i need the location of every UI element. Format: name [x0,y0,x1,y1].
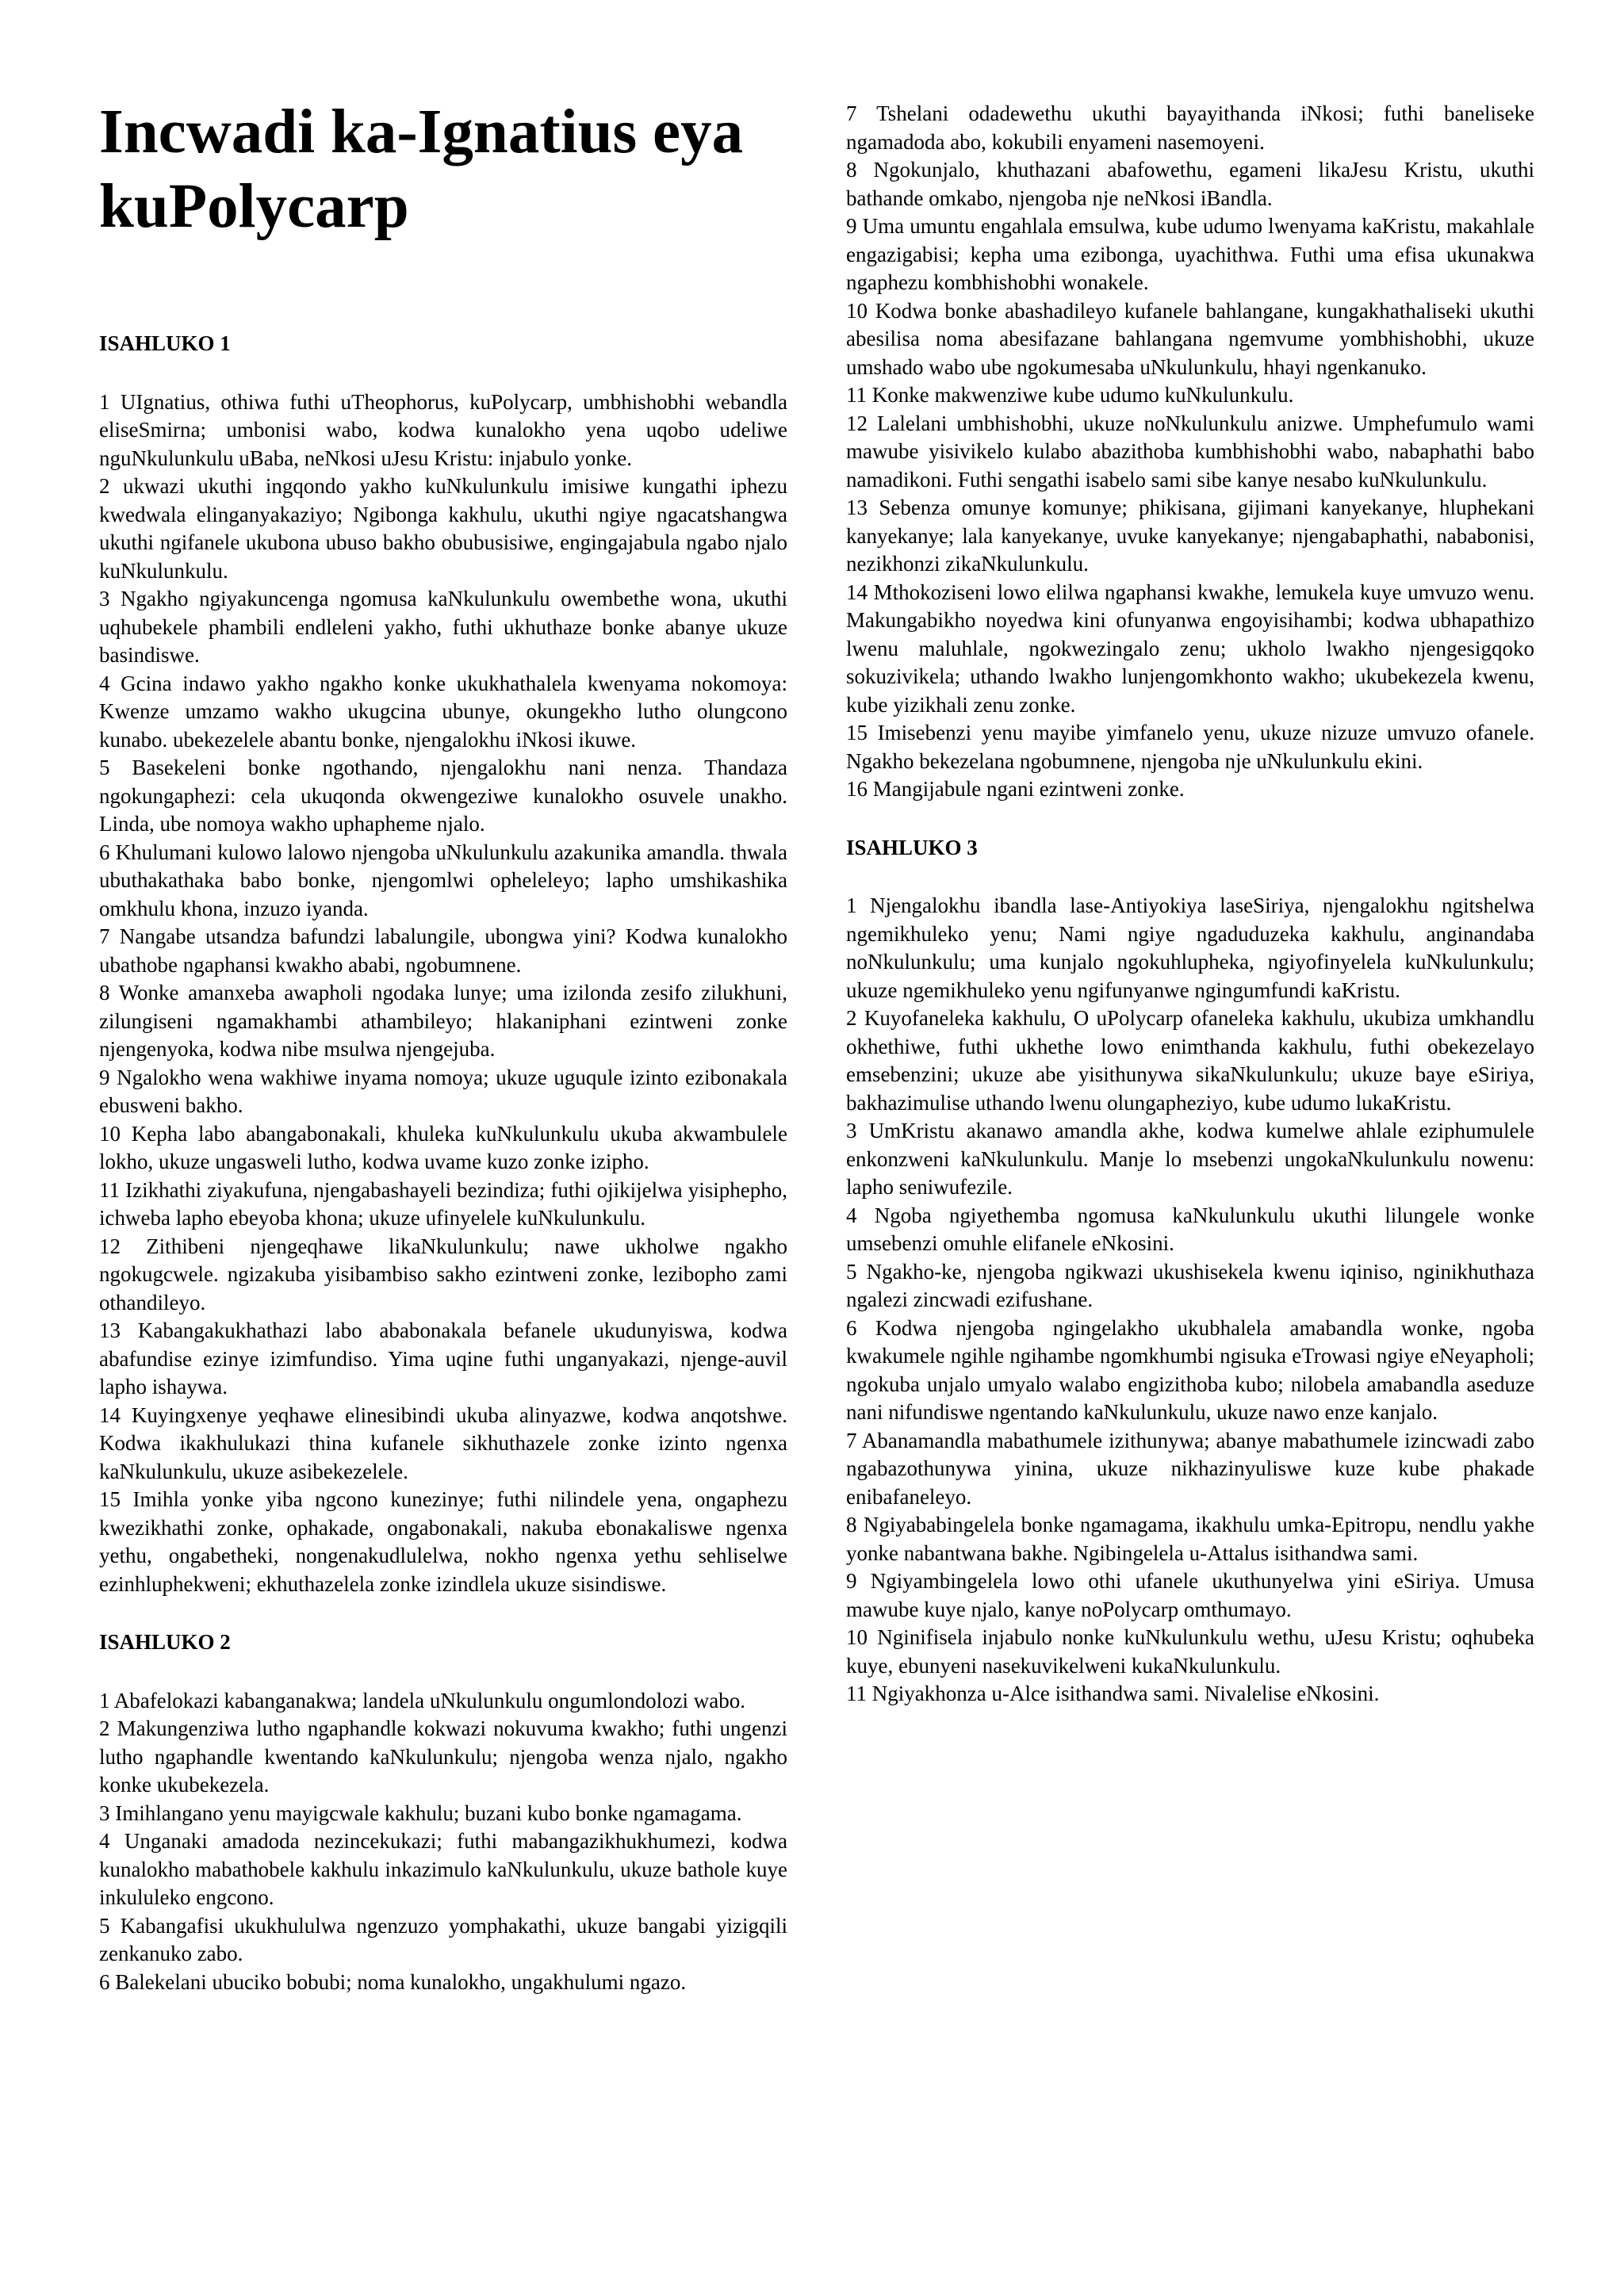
verse: 6 Kodwa njengoba ngingelakho ukubhalela amabandla wonke, ngoba kwakumele ngihle ngihambe ngomkhumbi ngisuka eTrowasi ngiye eNeyapholi; ngokuba unjalo umyalo walabo engizithoba kubo; nilobela amabandla aseduze nani nifundiswe ngentando kaNkulunkulu, ukuze nawo enze kanjalo. [846,1315,1534,1424]
chapter-heading: ISAHLUKO 1 [99,331,231,355]
verse: 12 Zithibeni njengeqhawe likaNkulunkulu; nawe ukholwe ngakho ngokugcwele. ngizakuba yisibambiso sakho ezintweni zonke, lezibopho zami othandileyo. [99,1234,787,1314]
verse: 9 Ngiyambingelela lowo othi ufanele ukuthunyelwa yini eSiriya. Umusa mawube kuye njalo, kanye noPolycarp omthumayo. [846,1569,1534,1621]
verse: 5 Kabangafisi ukukhululwa ngenzuzo yomphakathi, ukuze bangabi yizigqili zenkanuko zabo. [99,1913,787,1965]
verse: 13 Sebenza omunye komunye; phikisana, gijimani kanyekanye, hluphekani kanyekanye; lala kanyekanye, uvuke kanyekanye; njengabaphathi, nababonisi, nezikhonzi zikaNkulunkulu. [846,496,1534,576]
verse: 15 Imihla yonke yiba ngcono kunezinye; futhi nilindele yena, ongaphezu kwezikhathi zonke, ophakade, ongabonakali, nakuba ebonakaliswe ngenxa yethu, ongabetheki, nongenakudlulelwa, nokho ngenxa yethu sehliselwe ezinhluphekweni; ekhuthazelela zonke izindlela ukuze sisindiswe. [99,1487,787,1596]
verse: 10 Nginifisela injabulo nonke kuNkulunkulu wethu, uJesu Kristu; oqhubeka kuye, ebunyeni nasekuvikelweni kukaNkulunkulu. [846,1625,1534,1678]
chapter-3 [846,834,1534,1709]
verse: 8 Wonke amanxeba awapholi ngodaka lunye; uma izilonda zesifo zilukhuni, zilungiseni ngamakhambi athambileyo; hlakaniphani ezintweni zonke njengenyoka, kodwa nibe msulwa njengejuba. [99,981,787,1061]
verse: 4 Ngoba ngiyethemba ngomusa kaNkulunkulu ukuthi lilungele wonke umsebenzi omuhle elifanele eNkosini. [846,1203,1534,1255]
verse: 1 Njengalokhu ibandla lase-Antiyokiya laseSiriya, njengalokhu ngitshelwa ngemikhuleko yenu; Nami ngiye ngaduduzeka kakhulu, anginandaba noNkulunkulu; uma kunjalo ngokuhlupheka, ngiyofinyelela kuNkulunkulu; ukuze ngemikhuleko yenu ngifunyanwe ngingumfundi kaKristu. [846,894,1534,1002]
verse: 11 Izikhathi ziyakufuna, njengabashayeli bezindiza; futhi ojikijelwa yisiphepho, ichweba lapho ebeyoba khona; ukuze ufinyelele kuNkulunkulu. [99,1177,787,1230]
verse: 7 Abanamandla mabathumele izithunywa; abanye mabathumele izincwadi zabo ngabazothunywa yinina, ukuze nikhazinyuliswe kuze kube phakade enibafaneleyo. [846,1428,1534,1509]
section-gap [846,804,1534,834]
chapter-heading: ISAHLUKO 2 [99,1630,231,1654]
verse: 13 Kabangakukhathazi labo ababonakala befanele ukudunyiswa, kodwa abafundise ezinye izimfundiso. Yima uqine futhi unganyakazi, njenge-auvil lapho ishaywa. [99,1318,787,1399]
verse: 11 Konke makwenziwe kube udumo kuNkulunkulu. [846,383,1294,407]
verse: 9 Uma umuntu engahlala emsulwa, kube udumo lwenyama kaKristu, makahlale engazigabisi; kepha uma ezibonga, uyachithwa. Futhi uma efisa ukunakwa ngaphezu kombhishobhi wonakele. [846,214,1534,294]
verse: 3 UmKristu akanawo amandla akhe, kodwa kumelwe ahlale eziphumulele enkonzweni kaNkulunkulu. Manje lo msebenzi ungokaNkulunkulu nowenu: lapho seniwufezile. [846,1119,1534,1199]
verse: 5 Basekeleni bonke ngothando, njengalokhu nani nenza. Thandaza ngokungaphezi: cela ukuqonda okwengeziwe kunalokho osuvele unakho. Linda, ube nomoya wakho uphapheme njalo. [99,756,787,836]
verse: 10 Kepha labo abangabonakali, khuleka kuNkulunkulu ukuba akwambulele lokho, ukuze ungasweli lutho, kodwa uvame kuzo zonke izipho. [99,1121,787,1173]
verse: 4 Unganaki amadoda nezincekukazi; futhi mabangazikhukhumezi, kodwa kunalokho mabathobele kakhulu inkazimulo kaNkulunkulu, ukuze bathole kuye inkululeko engcono. [99,1829,787,1909]
chapter-heading: ISAHLUKO 3 [846,835,978,859]
document-title: Incwadi ka-Ignatius eya kuPolycarp [99,98,744,241]
verse: 7 Nangabe utsandza bafundzi labalungile, ubongwa yini? Kodwa kunalokho ubathobe ngaphansi kwakho ababi, ngobumnene. [99,924,787,977]
section-gap [99,1598,787,1628]
verse: 8 Ngokunjalo, khuthazani abafowethu, egameni likaJesu Kristu, ukuthi bathande omkabo, njengoba nje neNkosi iBandla. [846,158,1534,210]
verse: 3 Imihlangano yenu mayigcwale kakhulu; buzani kubo bonke ngamagama. [99,1800,742,1825]
verse: 5 Ngakho-ke, njengoba ngikwazi ukushisekela kwenu iqiniso, nginikhuthaza ngalezi zincwadi ezifushane. [846,1259,1534,1311]
verse: 14 Mthokoziseni lowo elilwa ngaphansi kwakhe, lemukela kuye umvuzo wenu. Makungabikho noyedwa kini ofunyanwa engoyisihambi; kodwa ubhapathizo lwenu maluhlale, ngokwezingalo zenu; ukholo lwakho njengesigqoko sokuzivikela; uthando lwakho lunjengomkhonto wakho; ukubekezela kwenu, kube yizikhali zenu zonke. [846,580,1534,717]
right-column [846,100,1534,1709]
verse: 2 Makungenziwa lutho ngaphandle kokwazi nokuvuma kwakho; futhi ungenzi lutho ngaphandle kwentando kaNkulunkulu; njengoba wenza njalo, ngakho konke ukubekezela. [99,1716,787,1797]
verse: 1 UIgnatius, othiwa futhi uTheophorus, kuPolycarp, umbhishobhi webandla eliseSmirna; umbonisi wabo, kodwa kunalokho yena uqobo udeliwe nguNkulunkulu uBaba, neNkosi uJesu Kristu: injabulo yonke. [99,389,787,470]
chapter-2 [99,1628,787,1996]
verse: 12 Lalelani umbhishobhi, ukuze noNkulunkulu anizwe. Umphefumulo wami mawube yisivikelo kulabo abazithoba kumbhishobhi wabo, nabaphathi babo namadikoni. Futhi sengathi isabelo sami sibe kanye nesabo kuNkulunkulu. [846,411,1534,492]
verse: 8 Ngiyababingelela bonke ngamagama, ikakhulu umka-Epitropu, nendlu yakhe yonke nabantwana bakhe. Ngibingelela u-Attalus isithandwa sami. [846,1513,1534,1565]
verse: 7 Tshelani odadewethu ukuthi bayayithanda iNkosi; futhi baneliseke ngamadoda abo, kokubili enyameni nasemoyeni. [846,101,1534,154]
verse: 2 ukwazi ukuthi ingqondo yakho kuNkulunkulu imisiwe kungathi iphezu kwedwala elinganyakaziyo; Ngibonga kakhulu, ukuthi ngiye ngacatshangwa ukuthi ngifanele ukubona ubuso bakho obubusisiwe, engingajabula ngabo njalo kuNkulunkulu. [99,474,787,583]
verse: 10 Kodwa bonke abashadileyo kufanele bahlangane, kungakhathaliseki ukuthi abesilisa noma abesifazane bahlangana ngemvume yombhishobhi, ukuze umshado wabo ube ngokumesaba uNkulunkulu, hhayi ngenkanuko. [846,298,1534,379]
verse: 15 Imisebenzi yenu mayibe yimfanelo yenu, ukuze nizuze umvuzo ofanele. Ngakho bekezelana ngobumnene, njengoba nje uNkulunkulu ekini. [846,721,1534,773]
verse: 6 Balekelani ubuciko bobubi; noma kunalokho, ungakhulumi ngazo. [99,1969,687,1994]
verse: 3 Ngakho ngiyakuncenga ngomusa kaNkulunkulu owembethe wona, ukuthi uqhubekele phambili endleleni yakho, futhi ukhuthaze bonke abanye ukuze basindiswe. [99,587,787,667]
verse: 2 Kuyofaneleka kakhulu, O uPolycarp ofaneleka kakhulu, ukubiza umkhandlu okhethiwe, futhi ukhethe lowo enimthanda kakhulu, futhi obekezelayo emsebenzini; ukuze abe yisithunywa sikaNkulunkulu; ukuze baye eSiriya, bakhazimulise uthando lwenu olungapheziyo, kube udumo lukaKristu. [846,1006,1534,1115]
verse: 11 Ngiyakhonza u-Alce isithandwa sami. Nivalelise eNkosini. [846,1682,1380,1705]
verse: 6 Khulumani kulowo lalowo njengoba uNkulunkulu azakunika amandla. thwala ubuthakathaka babo bonke, njengomlwi opheleleyo; lapho umshikashika omkhulu khona, inzuzo iyanda. [99,840,787,920]
left-column [99,95,787,1996]
verse: 4 Gcina indawo yakho ngakho konke ukukhathalela kwenyama nokomoya: Kwenze umzamo wakho ukugcina ubunye, okungekho lutho olungcono kunabo. ubekezelele abantu bonke, njengalokhu iNkosi ikuwe. [99,671,787,752]
verse: 16 Mangijabule ngani ezintweni zonke. [846,777,1185,801]
verse: 14 Kuyingxenye yeqhawe elinesibindi ukuba alinyazwe, kodwa anqotshwe. Kodwa ikakhulukazi thina kufanele sikhuthazele zonke izinto ngenxa kaNkulunkulu, ukuze asibekezelele. [99,1402,787,1483]
chapter-1 [99,330,787,1598]
chapter-2-continued [846,100,1534,804]
verse: 9 Ngalokho wena wakhiwe inyama nomoya; ukuze uguqule izinto ezibonakala ebusweni bakho. [99,1065,787,1117]
verse: 1 Abafelokazi kabanganakwa; landela uNkulunkulu ongumlondolozi wabo. [99,1688,746,1712]
